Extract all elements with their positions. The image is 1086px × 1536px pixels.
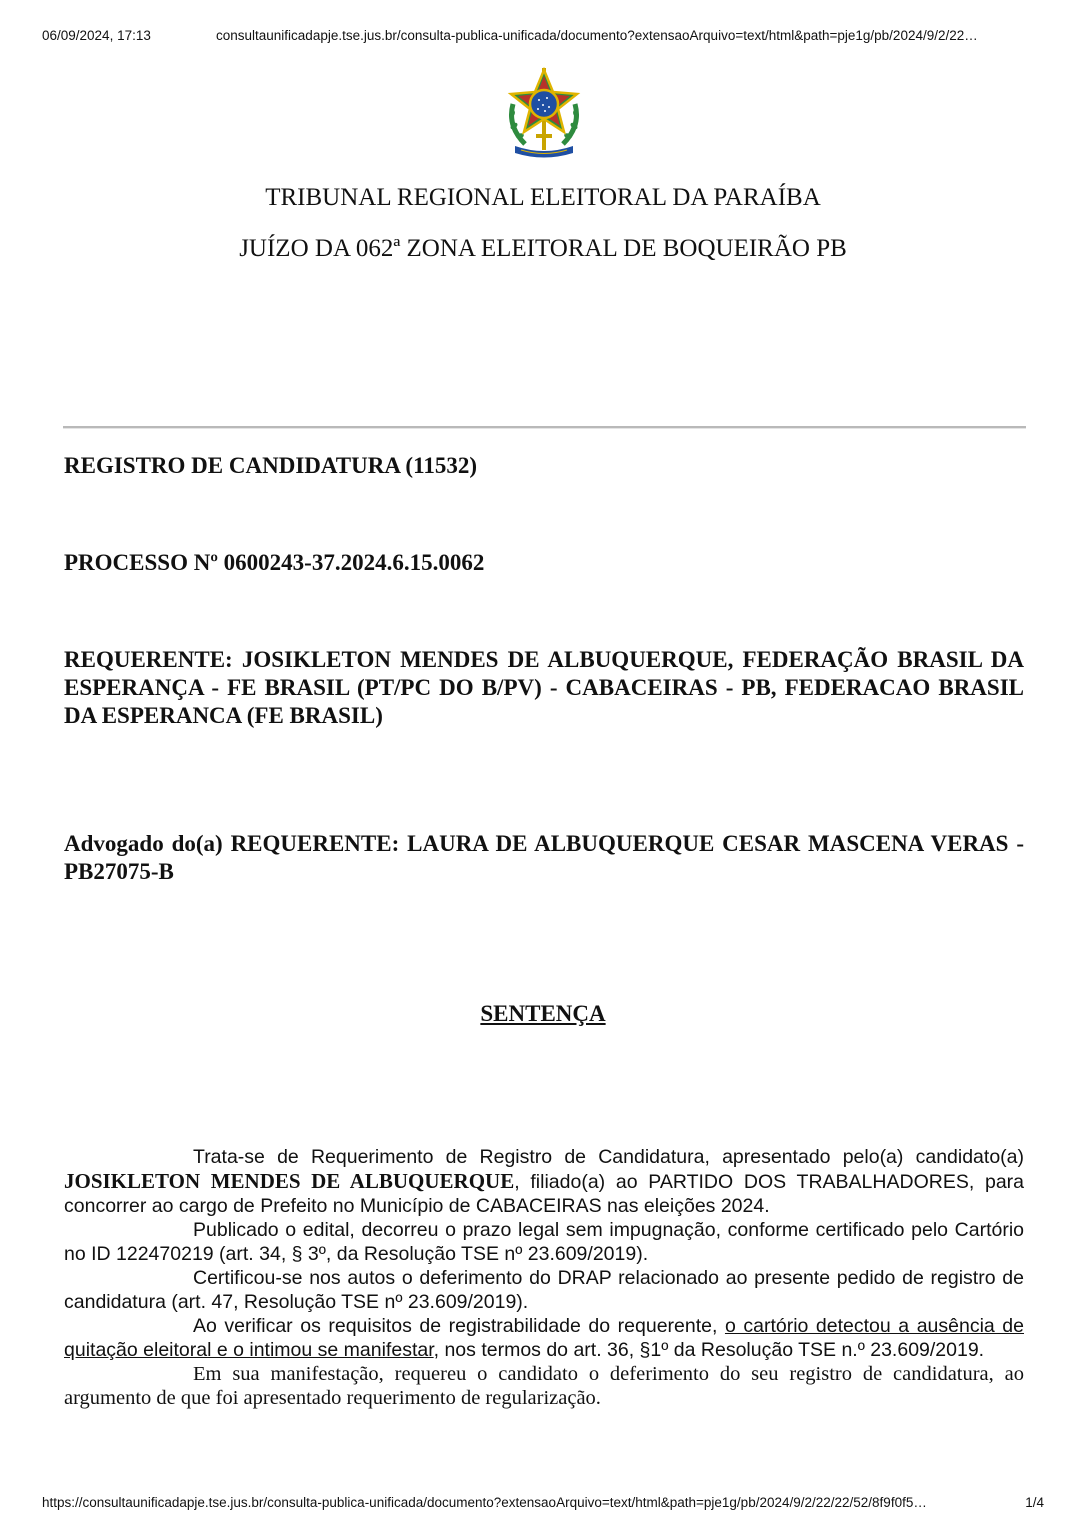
paragraph-1 bbox=[64, 1145, 1024, 1218]
page-number: 1/4 bbox=[1025, 1495, 1044, 1510]
print-footer bbox=[42, 1495, 1044, 1515]
case-type: REGISTRO DE CANDIDATURA (11532) bbox=[64, 453, 477, 478]
candidate-name: JOSIKLETON MENDES DE ALBUQUERQUE bbox=[64, 1169, 515, 1193]
sentenca-heading bbox=[0, 1001, 1086, 1027]
court-name: TRIBUNAL REGIONAL ELEITORAL DA PARAÍBA bbox=[265, 184, 821, 211]
paragraph-5: Em sua manifestação, requereu o candidato o deferimento do seu registro de candidatura, ao argumento de que foi apresentado requerimento de regularização. bbox=[64, 1363, 1024, 1409]
print-header bbox=[42, 28, 1044, 48]
print-datetime: 06/09/2024, 17:13 bbox=[42, 28, 151, 43]
paragraph-4 bbox=[64, 1314, 1024, 1362]
horizontal-divider bbox=[63, 426, 1026, 429]
paragraph-4-text-b: , nos termos do art. 36, §1º da Resolução TSE n.º 23.609/2019. bbox=[433, 1339, 985, 1361]
paragraph-4-underlined: o cartório detectou a ausência de quitação eleitoral e o intimou se manifestar bbox=[64, 1315, 1024, 1361]
sentenca-title: SENTENÇA bbox=[480, 1001, 606, 1026]
brazil-coat-of-arms-icon bbox=[503, 64, 585, 160]
sentence-body bbox=[64, 1145, 1024, 1410]
print-footer-url: https://consultaunificadapje.tse.jus.br/consulta-publica-unificada/documento?extensaoArquivo=text/html&path=pje1g/pb/2024/9/2/22/22/52/8f9f0f5… bbox=[42, 1495, 927, 1510]
process-number: PROCESSO Nº 0600243-37.2024.6.15.0062 bbox=[64, 550, 485, 575]
paragraph-2: Publicado o edital, decorreu o prazo legal sem impugnação, conforme certificado pelo Cartório no ID 122470219 (art. 34, § 3º, da Resolução TSE nº 23.609/2019). bbox=[64, 1219, 1024, 1265]
paragraph-4-text-a: Ao verificar os requisitos de registrabilidade do requerente, bbox=[193, 1315, 725, 1337]
requerente-block: REQUERENTE: JOSIKLETON MENDES DE ALBUQUERQUE, FEDERAÇÃO BRASIL DA ESPERANÇA - FE BRASIL (PT/PC DO B/PV) - CABACEIRAS - PB, FEDERACAO BRASIL DA ESPERANCA (FE BRASIL) bbox=[64, 647, 1024, 728]
electoral-zone-name: JUÍZO DA 062ª ZONA ELEITORAL DE BOQUEIRÃO PB bbox=[239, 235, 847, 262]
advogado-block: Advogado do(a) REQUERENTE: LAURA DE ALBUQUERQUE CESAR MASCENA VERAS - PB27075-B bbox=[64, 831, 1024, 884]
paragraph-1-text-b: , filiado(a) ao PARTIDO DOS TRABALHADORES, para concorrer ao cargo de Prefeito no Município de CABACEIRAS nas eleições 2024. bbox=[64, 1171, 1025, 1217]
paragraph-3: Certificou-se nos autos o deferimento do DRAP relacionado ao presente pedido de registro de candidatura (art. 47, Resolução TSE nº 23.609/2019). bbox=[64, 1267, 1024, 1313]
paragraph-1-text-a: Trata-se de Requerimento de Registro de Candidatura, apresentado pelo(a) candidato(a) bbox=[193, 1146, 1024, 1168]
print-header-url: consultaunificadapje.tse.jus.br/consulta-publica-unificada/documento?extensaoArquivo=text/html&path=pje1g/pb/2024/9/2/22… bbox=[216, 28, 978, 43]
